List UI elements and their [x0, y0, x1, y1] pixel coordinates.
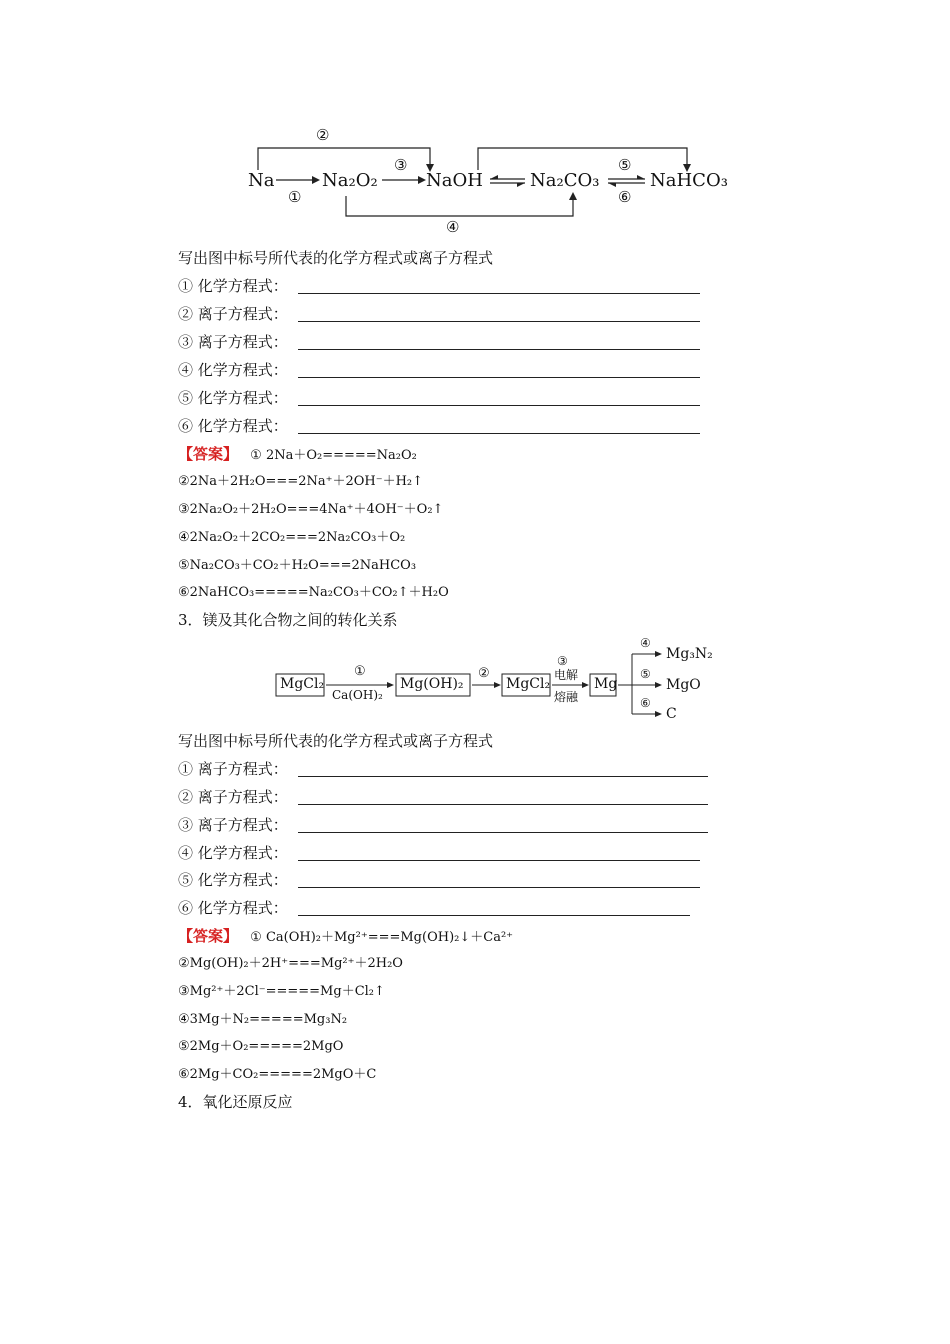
- magnesium-diagram-arrows: [270, 634, 720, 726]
- label-6: ⑥: [640, 696, 651, 710]
- sec2-item-5: [178, 388, 288, 408]
- answer-blank[interactable]: [298, 405, 700, 406]
- answer-blank[interactable]: [298, 349, 700, 350]
- compound-mgcl2-b: MgCl₂: [506, 676, 551, 692]
- compound-mg: Mg: [594, 676, 618, 692]
- sec3-answer-3: ③Mg²⁺＋2Cl⁻=====Mg＋Cl₂↑: [178, 984, 385, 999]
- sec3-heading: 3．镁及其化合物之间的转化关系: [178, 611, 398, 629]
- answer-tag: 【答案】: [178, 445, 239, 463]
- item-label: 化学方程式：: [197, 361, 288, 379]
- answer-blank[interactable]: [298, 293, 700, 294]
- product-mgo: MgO: [666, 677, 701, 693]
- sec2-item-2: [178, 304, 288, 324]
- item-label: 化学方程式：: [197, 871, 288, 889]
- sec3-answer-4: ④3Mg＋N₂=====Mg₃N₂: [178, 1012, 348, 1027]
- sec2-item-1: [178, 276, 288, 296]
- sec3-item-4: [178, 843, 288, 863]
- answer-blank[interactable]: [298, 804, 708, 805]
- label-6: ⑥: [618, 188, 632, 206]
- magnesium-diagram: [270, 634, 720, 726]
- compound-mgoh2: Mg(OH)₂: [400, 676, 464, 692]
- sec2-item-4: [178, 360, 288, 380]
- item-number: ③: [178, 333, 194, 351]
- item-label: 离子方程式：: [197, 305, 288, 323]
- item-label: 离子方程式：: [197, 816, 288, 834]
- sec3-answer-1: [178, 926, 513, 948]
- compound-na2co3: Na₂CO₃: [530, 170, 600, 191]
- sec3-answer-5: ⑤2Mg＋O₂=====2MgO: [178, 1039, 344, 1054]
- sec2-answer-4: ④2Na₂O₂＋2CO₂===2Na₂CO₃＋O₂: [178, 530, 406, 545]
- answer-text: ① 2Na＋O₂=====Na₂O₂: [250, 448, 417, 463]
- sec2-answer-2: ②2Na＋2H₂O===2Na⁺＋2OH⁻＋H₂↑: [178, 474, 424, 489]
- sec3-item-1: [178, 759, 288, 779]
- sec3-answer-2: ②Mg(OH)₂＋2H⁺===Mg²⁺＋2H₂O: [178, 956, 403, 971]
- sec4-heading: 4．氧化还原反应: [178, 1093, 293, 1111]
- sec3-prompt: 写出图中标号所代表的化学方程式或离子方程式: [178, 732, 494, 750]
- item-number: ④: [178, 361, 194, 379]
- item-number: ⑤: [178, 389, 194, 407]
- answer-blank[interactable]: [298, 860, 700, 861]
- label-3: ③: [394, 156, 408, 174]
- item-label: 离子方程式：: [197, 788, 288, 806]
- sec3-item-5: [178, 870, 288, 890]
- product-mg3n2: Mg₃N₂: [666, 646, 713, 662]
- answer-blank[interactable]: [298, 321, 700, 322]
- label-5: ⑤: [618, 156, 632, 174]
- item-number: ⑤: [178, 871, 194, 889]
- compound-nahco3: NaHCO₃: [650, 170, 728, 191]
- condition-electrolysis: 电解: [554, 668, 579, 682]
- item-number: ⑥: [178, 417, 194, 435]
- label-4: ④: [446, 218, 460, 236]
- answer-blank[interactable]: [298, 433, 700, 434]
- label-2: ②: [478, 666, 490, 681]
- label-4: ④: [640, 636, 651, 650]
- item-label: 化学方程式：: [197, 899, 288, 917]
- compound-na: Na: [248, 170, 275, 191]
- compound-mgcl2: MgCl₂: [280, 676, 325, 692]
- sec2-answer-1: [178, 444, 417, 466]
- item-number: ⑥: [178, 899, 194, 917]
- item-number: ②: [178, 788, 194, 806]
- item-label: 离子方程式：: [197, 760, 288, 778]
- label-2: ②: [316, 126, 330, 144]
- sec3-item-6: [178, 898, 288, 918]
- answer-blank[interactable]: [298, 377, 700, 378]
- compound-na2o2: Na₂O₂: [322, 170, 378, 191]
- sec3-item-3: [178, 815, 288, 835]
- answer-blank[interactable]: [298, 887, 700, 888]
- sec2-prompt: 写出图中标号所代表的化学方程式或离子方程式: [178, 249, 494, 267]
- sodium-diagram: [240, 120, 760, 245]
- label-1: ①: [354, 664, 366, 679]
- answer-tag: 【答案】: [178, 927, 239, 945]
- label-3: ③: [557, 654, 568, 668]
- label-1: ①: [288, 188, 302, 206]
- item-number: ③: [178, 816, 194, 834]
- sec2-answer-5: ⑤Na₂CO₃＋CO₂＋H₂O===2NaHCO₃: [178, 558, 417, 573]
- answer-blank[interactable]: [298, 776, 708, 777]
- item-number: ②: [178, 305, 194, 323]
- item-label: 化学方程式：: [197, 277, 288, 295]
- answer-text: ① Ca(OH)₂＋Mg²⁺===Mg(OH)₂↓＋Ca²⁺: [250, 930, 514, 945]
- item-label: 化学方程式：: [197, 417, 288, 435]
- item-number: ④: [178, 844, 194, 862]
- sec2-item-3: [178, 332, 288, 352]
- item-label: 化学方程式：: [197, 844, 288, 862]
- sec3-answer-6: ⑥2Mg＋CO₂=====2MgO＋C: [178, 1067, 377, 1082]
- sec2-item-6: [178, 416, 288, 436]
- label-5: ⑤: [640, 667, 651, 681]
- item-label: 化学方程式：: [197, 389, 288, 407]
- answer-blank[interactable]: [298, 832, 708, 833]
- sec2-answer-6: ⑥2NaHCO₃=====Na₂CO₃＋CO₂↑＋H₂O: [178, 585, 449, 600]
- item-number: ①: [178, 760, 194, 778]
- sec2-answer-3: ③2Na₂O₂＋2H₂O===4Na⁺＋4OH⁻＋O₂↑: [178, 502, 444, 517]
- compound-naoh: NaOH: [426, 170, 483, 191]
- item-number: ①: [178, 277, 194, 295]
- product-c: C: [666, 706, 677, 722]
- condition-molten: 熔融: [554, 690, 579, 704]
- answer-blank[interactable]: [298, 915, 690, 916]
- reagent-caoh2: Ca(OH)₂: [332, 688, 383, 702]
- sec3-item-2: [178, 787, 288, 807]
- item-label: 离子方程式：: [197, 333, 288, 351]
